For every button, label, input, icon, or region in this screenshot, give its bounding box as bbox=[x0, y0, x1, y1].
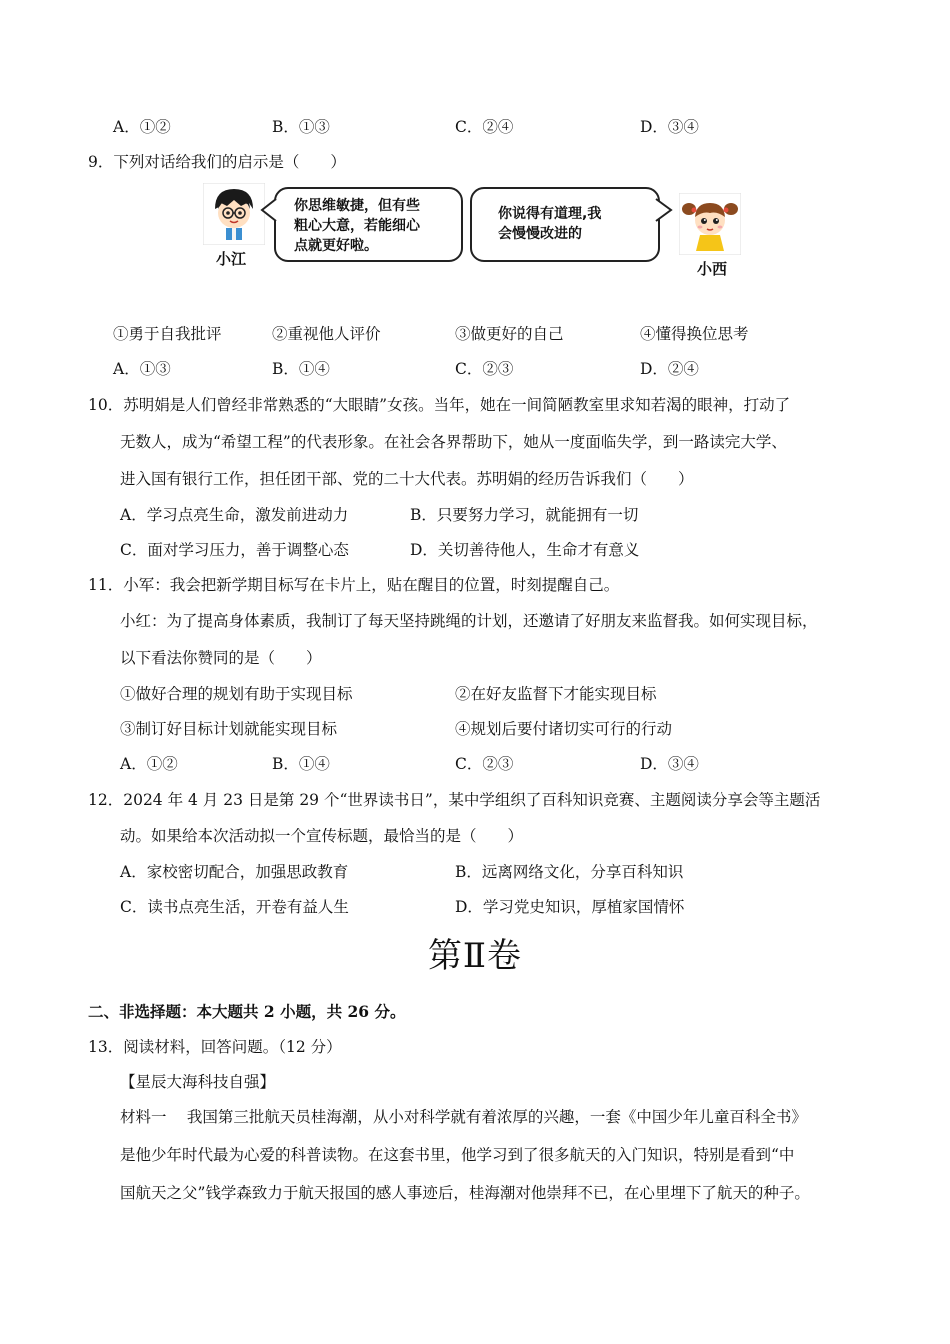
girl-avatar-image bbox=[679, 193, 741, 255]
boy-bubble-line: 粗心大意，若能细心 bbox=[294, 218, 420, 234]
q11-line-2: 小红：为了提高身体素质，我制订了每天坚持跳绳的计划，还邀请了好朋友来监督我。如何实现目标， bbox=[120, 612, 818, 630]
q13-material-line-2: 是他少年时代最为心爱的科普读物。在这套书里，他学习到了很多航天的入门知识，特别是看到“中 bbox=[120, 1146, 795, 1164]
q8-option-a: A．①② bbox=[113, 118, 171, 136]
q11-statement-3: ③制订好目标计划就能实现目标 bbox=[120, 720, 338, 738]
q13-stem: 13．阅读材料，回答问题。（12 分） bbox=[88, 1038, 342, 1056]
q11-statement-1: ①做好合理的规划有助于实现目标 bbox=[120, 685, 353, 703]
q12-option-d: D．学习党史知识，厚植家国情怀 bbox=[455, 898, 685, 916]
boy-name-label: 小江 bbox=[216, 250, 247, 268]
girl-bubble-line: 你说得有道理,我 bbox=[498, 206, 602, 222]
q10-line-3: 进入国有银行工作，担任团干部、党的二十大代表。苏明娟的经历告诉我们（ ） bbox=[120, 470, 694, 488]
girl-name-label: 小西 bbox=[697, 260, 728, 278]
q8-option-c: C．②④ bbox=[455, 118, 514, 136]
q10-option-c: C．面对学习压力，善于调整心态 bbox=[120, 541, 349, 559]
q9-option-b: B．①④ bbox=[272, 360, 330, 378]
q11-option-b: B．①④ bbox=[272, 755, 330, 773]
q11-line-3: 以下看法你赞同的是（ ） bbox=[120, 649, 322, 667]
q10-line-1: 10．苏明娟是人们曾经非常熟悉的“大眼睛”女孩。当年，她在一间简陋教室里求知若渴的眼神，打动了 bbox=[88, 396, 791, 414]
section2-heading: 二、非选择题：本大题共 2 小题，共 26 分。 bbox=[88, 1002, 406, 1021]
q11-option-d: D．③④ bbox=[640, 755, 699, 773]
q8-option-b: B．①③ bbox=[272, 118, 330, 136]
q8-option-d: D．③④ bbox=[640, 118, 699, 136]
q10-option-b: B．只要努力学习，就能拥有一切 bbox=[410, 506, 639, 524]
boy-bubble-line: 点就更好啦。 bbox=[294, 238, 378, 254]
girl-bubble-tail bbox=[654, 197, 674, 223]
boy-speech-bubble bbox=[274, 187, 463, 262]
q11-line-1: 11．小军：我会把新学期目标写在卡片上，贴在醒目的位置，时刻提醒自己。 bbox=[88, 576, 620, 594]
part2-title: 第Ⅱ卷 bbox=[427, 936, 523, 976]
q9-option-d: D．②④ bbox=[640, 360, 699, 378]
boy-avatar-image bbox=[203, 183, 265, 245]
q10-line-2: 无数人，成为“希望工程”的代表形象。在社会各界帮助下，她从一度面临失学，到一路读完大学、 bbox=[120, 433, 787, 451]
q9-statement-1: ①勇于自我批评 bbox=[113, 325, 222, 343]
q12-line-2: 动。如果给本次活动拟一个宣传标题，最恰当的是（ ） bbox=[120, 827, 524, 845]
q13-material-line-3: 国航天之父”钱学森致力于航天报国的感人事迹后，桂海潮对他崇拜不已，在心里埋下了航天的种子。 bbox=[120, 1184, 810, 1202]
q9-option-c: C．②③ bbox=[455, 360, 514, 378]
q11-statement-2: ②在好友监督下才能实现目标 bbox=[455, 685, 657, 703]
girl-speech-bubble bbox=[470, 187, 660, 262]
q12-option-b: B．远离网络文化，分享百科知识 bbox=[455, 863, 684, 881]
q10-option-d: D．关切善待他人，生命才有意义 bbox=[410, 541, 640, 559]
q9-stem: 9．下列对话给我们的启示是（ ） bbox=[88, 153, 346, 171]
q9-statement-3: ③做更好的自己 bbox=[455, 325, 564, 343]
q12-option-c: C．读书点亮生活，开卷有益人生 bbox=[120, 898, 349, 916]
girl-bubble-line: 会慢慢改进的 bbox=[498, 226, 582, 242]
q11-option-a: A．①② bbox=[120, 755, 178, 773]
q12-option-a: A．家校密切配合，加强思政教育 bbox=[120, 863, 349, 881]
q13-material-line-1: 材料一 我国第三批航天员桂海潮，从小对科学就有着浓厚的兴趣，一套《中国少年儿童百科全书》 bbox=[120, 1108, 807, 1126]
boy-bubble-tail bbox=[260, 197, 278, 223]
q9-statement-4: ④懂得换位思考 bbox=[640, 325, 749, 343]
q11-statement-4: ④规划后要付诸切实可行的行动 bbox=[455, 720, 673, 738]
q10-option-a: A．学习点亮生命，激发前进动力 bbox=[120, 506, 349, 524]
q11-option-c: C．②③ bbox=[455, 755, 514, 773]
q12-line-1: 12．2024 年 4 月 23 日是第 29 个“世界读书日”，某中学组织了百科知识竞赛、主题阅读分享会等主题活 bbox=[88, 791, 821, 809]
boy-bubble-line: 你思维敏捷，但有些 bbox=[294, 198, 420, 214]
q9-option-a: A．①③ bbox=[113, 360, 171, 378]
q9-statement-2: ②重视他人评价 bbox=[272, 325, 381, 343]
q13-subtitle: 【星辰大海科技自强】 bbox=[120, 1073, 276, 1091]
